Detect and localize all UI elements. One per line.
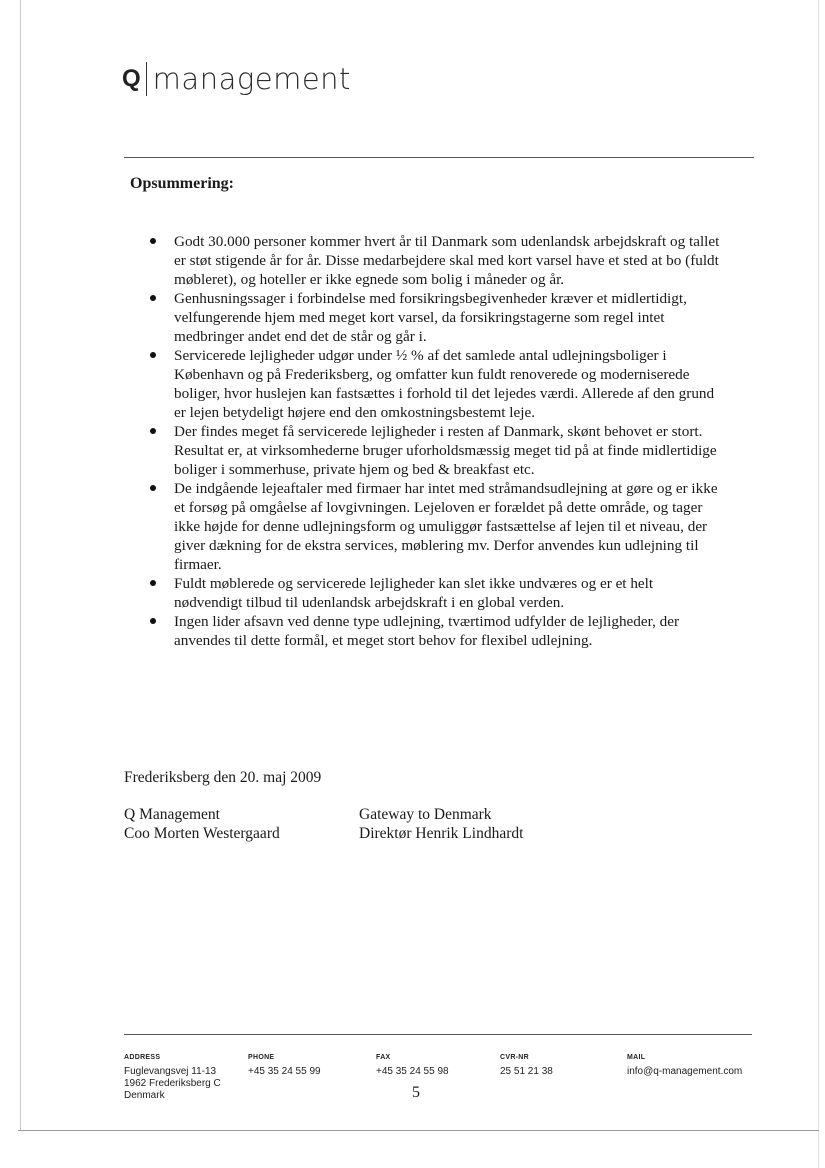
logo-mark: Q — [122, 65, 141, 92]
footer-label: MAIL — [627, 1054, 646, 1061]
signature-person: Coo Morten Westergaard — [124, 825, 280, 842]
list-item-text: Der findes meget få servicerede lejligheder i resten af Danmark, skønt behovet er stort. Resultat er, at virksomhederne bruger uforholdsmæssig meget tid på at finde midlertidige boliger i sommerhuse, private hjem og bed & breakfast etc. — [174, 423, 717, 478]
section-heading: Opsummering: — [130, 175, 234, 192]
signature-company: Gateway to Denmark — [359, 806, 492, 823]
list-item-text: De indgående lejeaftaler med firmaer har intet med stråmandsudlejning at gøre og er ikke et forsøg på omgåelse af lovgivningen. Lejeloven er forældet på dette område, og tager ikke højde for denne udlejningsform og umuliggør fastsættelse af lejen til et niveau, der giver dækning for de ekstra services, møblering mv. Derfor anvendes kun udlejning til firmaer. — [174, 480, 718, 573]
list-item-text: Genhusningssager i forbindelse med forsikringsbegivenheder kræver et midlertidigt, velfungerende hjem med meget kort varsel, da forsikringstagerne som regel intet medbringer andet end det de står og går i. — [174, 290, 687, 345]
footer-address — [124, 1052, 221, 1102]
signature-person: Direktør Henrik Lindhardt — [359, 825, 524, 842]
bullet-icon — [150, 428, 156, 434]
list-item-text: Servicerede lejligheder udgør under ½ % af det samlede antal udlejningsboliger i København og på Frederiksberg, og omfatter kun fuldt renoverede og moderniserede boliger, hvor huslejen kan fastsættes i forhold til det lejedes værdi. Allerede af den grund er lejen betydeligt højere end den omkostningsbestemt leje. — [174, 347, 715, 421]
footer-label: ADDRESS — [124, 1054, 161, 1061]
footer-mail — [627, 1052, 742, 1078]
list-item — [130, 479, 720, 574]
bullet-icon — [150, 618, 156, 624]
footer-cvr — [500, 1052, 553, 1078]
logo-divider — [146, 62, 147, 96]
footer-rule — [124, 1034, 752, 1035]
list-item — [130, 346, 720, 422]
page-edge-left — [20, 0, 21, 1130]
footer-phone — [248, 1052, 321, 1078]
signature-company: Q Management — [124, 806, 220, 823]
bullet-icon — [150, 580, 156, 586]
signature-block-right — [359, 805, 523, 843]
footer-label: CVR-NR — [500, 1054, 530, 1061]
list-item — [130, 232, 720, 289]
bullet-icon — [150, 295, 156, 301]
address-line: Denmark — [124, 1090, 165, 1101]
page-edge-right — [818, 0, 819, 1168]
bullet-icon — [150, 238, 156, 244]
summary-list — [130, 232, 720, 650]
list-item — [130, 422, 720, 479]
footer-label: PHONE — [248, 1054, 275, 1061]
company-logo — [122, 62, 351, 96]
list-item-text: Ingen lider afsavn ved denne type udlejning, tværtimod udfylder de lejligheder, der anvendes til dette formål, et meget stort behov for flexibel udlejning. — [174, 613, 680, 649]
logo-wordmark: management — [152, 62, 351, 96]
place-and-date: Frederiksberg den 20. maj 2009 — [124, 769, 322, 786]
address-line: Fuglevangsvej 11-13 — [124, 1066, 217, 1077]
list-item-text: Godt 30.000 personer kommer hvert år til Danmark som udenlandsk arbejdskraft og tallet er støt stigende år for år. Disse medarbejdere skal med kort varsel have et sted at bo (fuldt møbleret), og hoteller er ikke egnede som bolig i måneder og år. — [174, 233, 720, 288]
list-item — [130, 574, 720, 612]
footer-fax — [376, 1052, 449, 1078]
phone-value: +45 35 24 55 99 — [248, 1066, 321, 1077]
cvr-value: 25 51 21 38 — [500, 1066, 553, 1077]
footer-label: FAX — [376, 1054, 391, 1061]
list-item — [130, 289, 720, 346]
list-item-text: Fuldt møblerede og servicerede lejligheder kan slet ikke undværes og er et helt nødvendigt tilbud til udenlandsk arbejdskraft i en global verden. — [174, 575, 654, 611]
list-item — [130, 612, 720, 650]
signature-block-left — [124, 805, 280, 843]
address-line: 1962 Frederiksberg C — [124, 1078, 221, 1089]
fax-value: +45 35 24 55 98 — [376, 1066, 449, 1077]
page-number: 5 — [412, 1084, 420, 1101]
bullet-icon — [150, 352, 156, 358]
bullet-icon — [150, 485, 156, 491]
header-rule — [124, 157, 754, 158]
page-edge-bottom — [18, 1130, 819, 1131]
mail-value: info@q-management.com — [627, 1066, 743, 1077]
